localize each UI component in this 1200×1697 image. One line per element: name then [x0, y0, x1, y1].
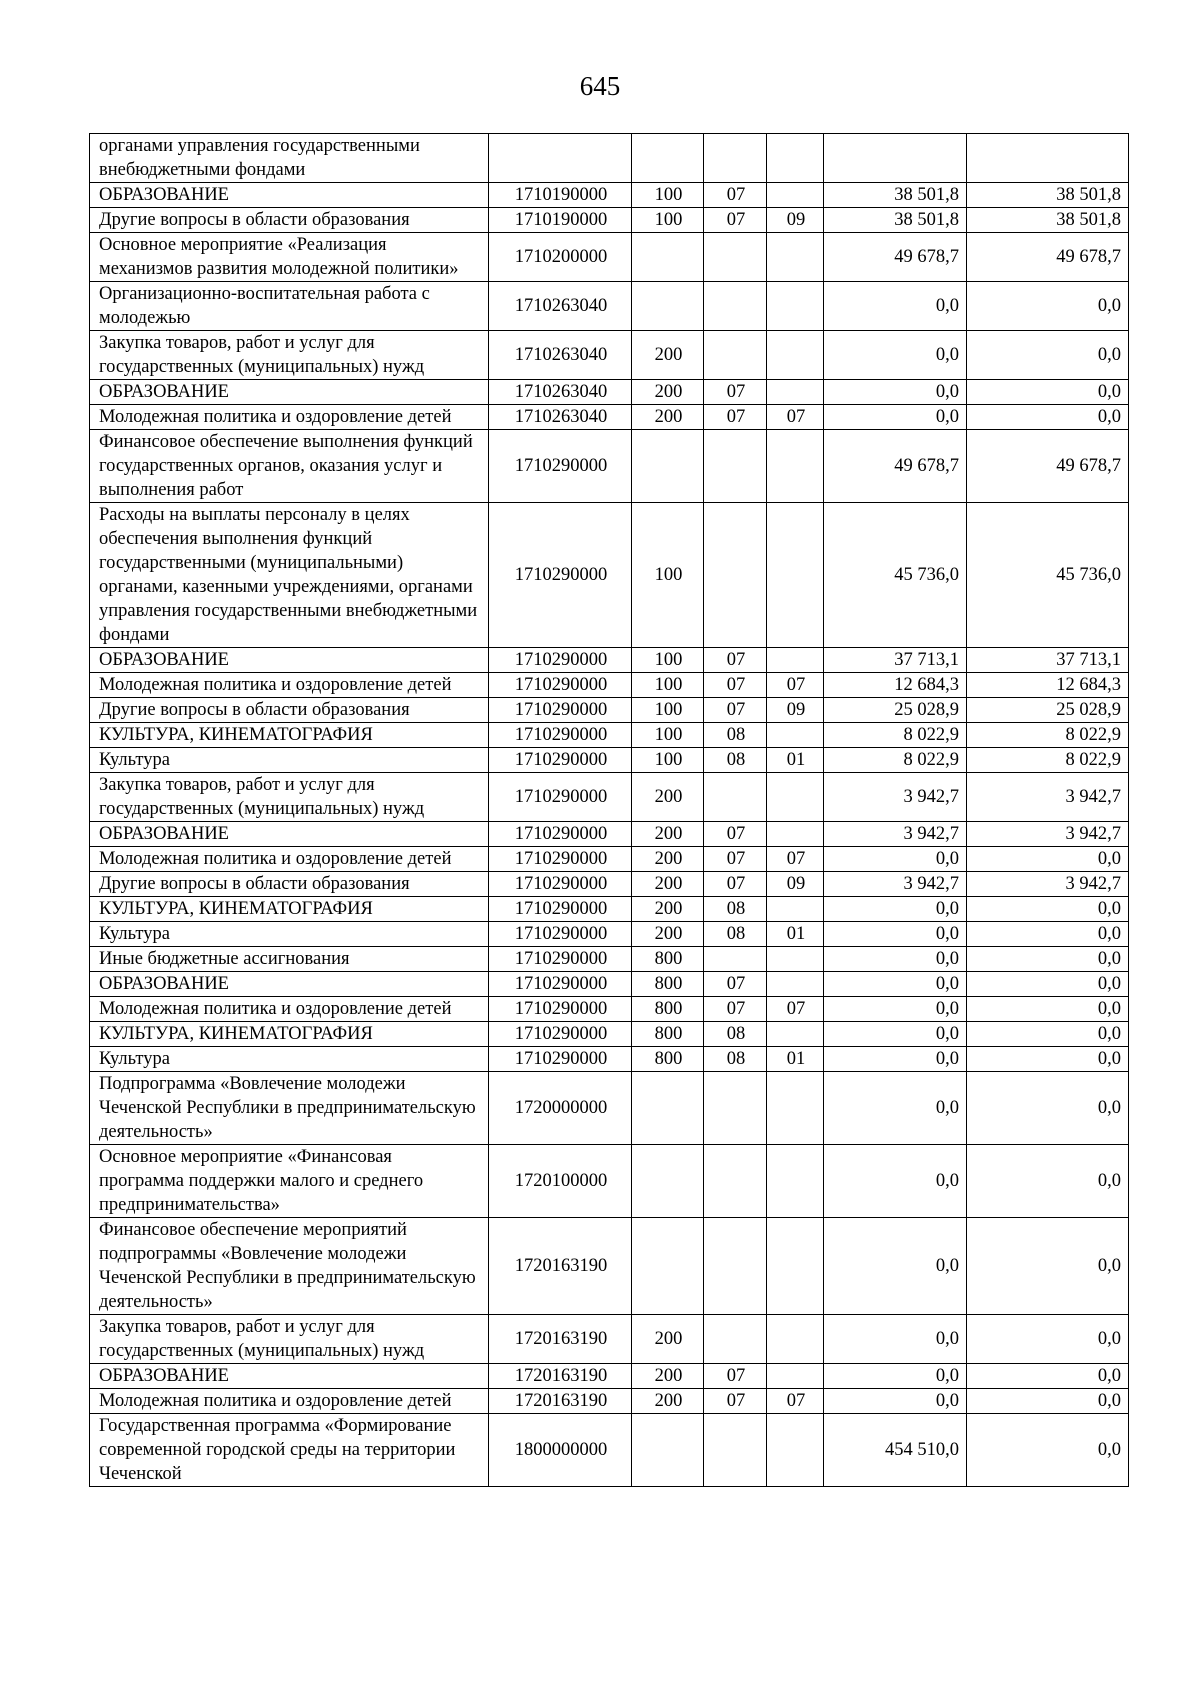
target-code-cell: 1720163190 [489, 1389, 632, 1414]
row-name-cell: ОБРАЗОВАНИЕ [90, 1364, 489, 1389]
expense-type-cell: 800 [632, 997, 704, 1022]
amount-2-cell: 0,0 [967, 1145, 1129, 1218]
section-cell: 07 [704, 872, 767, 897]
section-cell [704, 331, 767, 380]
section-cell: 08 [704, 1047, 767, 1072]
section-cell: 07 [704, 847, 767, 872]
target-code-cell: 1710263040 [489, 380, 632, 405]
row-name-cell: Культура [90, 922, 489, 947]
table-row [90, 673, 1129, 698]
row-name-cell: ОБРАЗОВАНИЕ [90, 648, 489, 673]
table-row [90, 1145, 1129, 1218]
subsection-cell [767, 380, 824, 405]
amount-2-cell: 45 736,0 [967, 503, 1129, 648]
table-row [90, 723, 1129, 748]
table-row [90, 1364, 1129, 1389]
target-code-cell [489, 134, 632, 183]
subsection-cell: 07 [767, 847, 824, 872]
table-row [90, 897, 1129, 922]
row-name-cell: КУЛЬТУРА, КИНЕМАТОГРАФИЯ [90, 723, 489, 748]
section-cell: 08 [704, 897, 767, 922]
amount-1-cell: 454 510,0 [824, 1414, 967, 1487]
target-code-cell: 1710290000 [489, 648, 632, 673]
row-name-cell: Культура [90, 748, 489, 773]
amount-2-cell: 0,0 [967, 331, 1129, 380]
amount-1-cell: 37 713,1 [824, 648, 967, 673]
amount-1-cell: 12 684,3 [824, 673, 967, 698]
amount-1-cell: 0,0 [824, 1315, 967, 1364]
amount-2-cell: 0,0 [967, 847, 1129, 872]
row-name-cell: Основное мероприятие «Финансовая программа поддержки малого и среднего предпринимательства» [90, 1145, 489, 1218]
target-code-cell: 1710290000 [489, 947, 632, 972]
table-row [90, 922, 1129, 947]
target-code-cell: 1720163190 [489, 1218, 632, 1315]
amount-2-cell: 38 501,8 [967, 208, 1129, 233]
amount-1-cell: 0,0 [824, 405, 967, 430]
subsection-cell [767, 1145, 824, 1218]
amount-2-cell: 0,0 [967, 1389, 1129, 1414]
amount-1-cell: 0,0 [824, 1047, 967, 1072]
amount-2-cell: 8 022,9 [967, 723, 1129, 748]
subsection-cell [767, 233, 824, 282]
amount-1-cell: 0,0 [824, 380, 967, 405]
amount-2-cell: 38 501,8 [967, 183, 1129, 208]
subsection-cell: 01 [767, 748, 824, 773]
subsection-cell [767, 972, 824, 997]
subsection-cell [767, 1364, 824, 1389]
subsection-cell [767, 822, 824, 847]
row-name-cell: Молодежная политика и оздоровление детей [90, 673, 489, 698]
amount-1-cell: 0,0 [824, 922, 967, 947]
section-cell [704, 1145, 767, 1218]
subsection-cell [767, 1414, 824, 1487]
subsection-cell: 07 [767, 1389, 824, 1414]
row-name-cell: Организационно-воспитательная работа с молодежью [90, 282, 489, 331]
table-row [90, 503, 1129, 648]
subsection-cell: 09 [767, 208, 824, 233]
expense-type-cell: 200 [632, 897, 704, 922]
row-name-cell: Молодежная политика и оздоровление детей [90, 847, 489, 872]
section-cell [704, 773, 767, 822]
subsection-cell [767, 1315, 824, 1364]
target-code-cell: 1710290000 [489, 997, 632, 1022]
target-code-cell: 1710190000 [489, 183, 632, 208]
target-code-cell: 1710290000 [489, 748, 632, 773]
amount-2-cell: 0,0 [967, 1364, 1129, 1389]
table-row [90, 822, 1129, 847]
target-code-cell: 1710290000 [489, 847, 632, 872]
subsection-cell: 07 [767, 997, 824, 1022]
target-code-cell: 1710290000 [489, 723, 632, 748]
row-name-cell: Молодежная политика и оздоровление детей [90, 405, 489, 430]
amount-2-cell: 0,0 [967, 1022, 1129, 1047]
amount-2-cell: 49 678,7 [967, 233, 1129, 282]
amount-2-cell: 0,0 [967, 1315, 1129, 1364]
target-code-cell: 1710263040 [489, 405, 632, 430]
amount-2-cell: 0,0 [967, 1047, 1129, 1072]
table-row [90, 1315, 1129, 1364]
table-row [90, 1022, 1129, 1047]
row-name-cell: КУЛЬТУРА, КИНЕМАТОГРАФИЯ [90, 897, 489, 922]
amount-1-cell: 3 942,7 [824, 822, 967, 847]
expense-type-cell: 800 [632, 1022, 704, 1047]
section-cell [704, 1315, 767, 1364]
expense-type-cell [632, 1218, 704, 1315]
target-code-cell: 1800000000 [489, 1414, 632, 1487]
expense-type-cell: 800 [632, 947, 704, 972]
target-code-cell: 1710290000 [489, 503, 632, 648]
row-name-cell: Молодежная политика и оздоровление детей [90, 997, 489, 1022]
row-name-cell: ОБРАЗОВАНИЕ [90, 380, 489, 405]
amount-1-cell: 25 028,9 [824, 698, 967, 723]
amount-2-cell: 3 942,7 [967, 822, 1129, 847]
subsection-cell [767, 183, 824, 208]
table-row [90, 972, 1129, 997]
target-code-cell: 1710290000 [489, 972, 632, 997]
table-row [90, 1047, 1129, 1072]
section-cell [704, 233, 767, 282]
table-row [90, 947, 1129, 972]
amount-2-cell: 12 684,3 [967, 673, 1129, 698]
expense-type-cell: 100 [632, 183, 704, 208]
row-name-cell: КУЛЬТУРА, КИНЕМАТОГРАФИЯ [90, 1022, 489, 1047]
table-body [90, 134, 1129, 1487]
section-cell: 07 [704, 648, 767, 673]
table-row [90, 648, 1129, 673]
table-row [90, 847, 1129, 872]
expense-type-cell: 200 [632, 822, 704, 847]
amount-1-cell: 0,0 [824, 972, 967, 997]
table-row [90, 1414, 1129, 1487]
target-code-cell: 1710290000 [489, 922, 632, 947]
subsection-cell [767, 1218, 824, 1315]
expense-type-cell: 200 [632, 872, 704, 897]
amount-1-cell: 8 022,9 [824, 723, 967, 748]
table-row [90, 430, 1129, 503]
expense-type-cell: 200 [632, 1389, 704, 1414]
target-code-cell: 1710263040 [489, 331, 632, 380]
table-row [90, 997, 1129, 1022]
section-cell [704, 1218, 767, 1315]
amount-1-cell: 0,0 [824, 947, 967, 972]
amount-1-cell: 38 501,8 [824, 208, 967, 233]
table-row [90, 1218, 1129, 1315]
amount-1-cell: 0,0 [824, 282, 967, 331]
section-cell [704, 503, 767, 648]
section-cell: 07 [704, 673, 767, 698]
table-row [90, 282, 1129, 331]
subsection-cell [767, 503, 824, 648]
target-code-cell: 1710290000 [489, 673, 632, 698]
expense-type-cell [632, 1414, 704, 1487]
subsection-cell [767, 430, 824, 503]
budget-table [89, 133, 1129, 1487]
row-name-cell: ОБРАЗОВАНИЕ [90, 972, 489, 997]
amount-2-cell: 0,0 [967, 380, 1129, 405]
table-row [90, 1389, 1129, 1414]
table-row [90, 208, 1129, 233]
expense-type-cell [632, 282, 704, 331]
amount-1-cell: 49 678,7 [824, 233, 967, 282]
table-row [90, 331, 1129, 380]
subsection-cell: 01 [767, 922, 824, 947]
target-code-cell: 1720000000 [489, 1072, 632, 1145]
expense-type-cell: 100 [632, 723, 704, 748]
subsection-cell [767, 947, 824, 972]
section-cell: 07 [704, 183, 767, 208]
target-code-cell: 1710190000 [489, 208, 632, 233]
amount-2-cell: 0,0 [967, 947, 1129, 972]
row-name-cell: Закупка товаров, работ и услуг для государственных (муниципальных) нужд [90, 331, 489, 380]
expense-type-cell: 100 [632, 648, 704, 673]
page-number: 645 [579, 71, 621, 101]
target-code-cell: 1720163190 [489, 1315, 632, 1364]
subsection-cell: 07 [767, 673, 824, 698]
expense-type-cell: 100 [632, 208, 704, 233]
expense-type-cell: 100 [632, 673, 704, 698]
amount-1-cell: 38 501,8 [824, 183, 967, 208]
target-code-cell: 1710290000 [489, 1022, 632, 1047]
subsection-cell [767, 723, 824, 748]
section-cell: 07 [704, 822, 767, 847]
section-cell: 07 [704, 1364, 767, 1389]
section-cell: 07 [704, 380, 767, 405]
subsection-cell [767, 897, 824, 922]
expense-type-cell: 200 [632, 847, 704, 872]
amount-1-cell: 49 678,7 [824, 430, 967, 503]
amount-1-cell: 0,0 [824, 1022, 967, 1047]
target-code-cell: 1710290000 [489, 698, 632, 723]
subsection-cell [767, 1072, 824, 1145]
subsection-cell: 09 [767, 698, 824, 723]
table-row [90, 748, 1129, 773]
section-cell [704, 1072, 767, 1145]
section-cell [704, 1414, 767, 1487]
section-cell [704, 430, 767, 503]
target-code-cell: 1720163190 [489, 1364, 632, 1389]
amount-2-cell: 0,0 [967, 282, 1129, 331]
section-cell: 07 [704, 698, 767, 723]
target-code-cell: 1710290000 [489, 1047, 632, 1072]
section-cell: 08 [704, 1022, 767, 1047]
amount-1-cell: 8 022,9 [824, 748, 967, 773]
target-code-cell: 1720100000 [489, 1145, 632, 1218]
target-code-cell: 1710290000 [489, 872, 632, 897]
section-cell [704, 134, 767, 183]
row-name-cell: Иные бюджетные ассигнования [90, 947, 489, 972]
amount-1-cell: 0,0 [824, 1389, 967, 1414]
expense-type-cell [632, 430, 704, 503]
amount-2-cell: 0,0 [967, 997, 1129, 1022]
amount-2-cell: 0,0 [967, 1072, 1129, 1145]
row-name-cell: Культура [90, 1047, 489, 1072]
target-code-cell: 1710200000 [489, 233, 632, 282]
section-cell: 07 [704, 1389, 767, 1414]
subsection-cell [767, 773, 824, 822]
expense-type-cell [632, 134, 704, 183]
amount-1-cell: 0,0 [824, 331, 967, 380]
table-row [90, 405, 1129, 430]
expense-type-cell: 200 [632, 1364, 704, 1389]
amount-2-cell: 0,0 [967, 922, 1129, 947]
amount-2-cell: 25 028,9 [967, 698, 1129, 723]
amount-2-cell: 0,0 [967, 405, 1129, 430]
amount-1-cell [824, 134, 967, 183]
amount-2-cell: 37 713,1 [967, 648, 1129, 673]
expense-type-cell: 100 [632, 503, 704, 648]
expense-type-cell: 800 [632, 972, 704, 997]
row-name-cell: Закупка товаров, работ и услуг для государственных (муниципальных) нужд [90, 773, 489, 822]
subsection-cell: 09 [767, 872, 824, 897]
row-name-cell: Молодежная политика и оздоровление детей [90, 1389, 489, 1414]
subsection-cell [767, 134, 824, 183]
amount-2-cell [967, 134, 1129, 183]
expense-type-cell [632, 233, 704, 282]
row-name-cell: органами управления государственными внебюджетными фондами [90, 134, 489, 183]
row-name-cell: Подпрограмма «Вовлечение молодежи Чеченской Республики в предпринимательскую деятельность» [90, 1072, 489, 1145]
table-row [90, 698, 1129, 723]
section-cell: 08 [704, 922, 767, 947]
target-code-cell: 1710290000 [489, 822, 632, 847]
expense-type-cell: 200 [632, 331, 704, 380]
amount-1-cell: 0,0 [824, 1218, 967, 1315]
section-cell: 07 [704, 972, 767, 997]
table-row [90, 183, 1129, 208]
expense-type-cell: 800 [632, 1047, 704, 1072]
amount-1-cell: 0,0 [824, 1364, 967, 1389]
amount-2-cell: 0,0 [967, 1414, 1129, 1487]
target-code-cell: 1710263040 [489, 282, 632, 331]
expense-type-cell: 100 [632, 698, 704, 723]
amount-1-cell: 0,0 [824, 847, 967, 872]
table-row [90, 872, 1129, 897]
amount-2-cell: 8 022,9 [967, 748, 1129, 773]
expense-type-cell: 200 [632, 773, 704, 822]
row-name-cell: Другие вопросы в области образования [90, 208, 489, 233]
expense-type-cell [632, 1072, 704, 1145]
amount-1-cell: 0,0 [824, 1145, 967, 1218]
table-row [90, 233, 1129, 282]
section-cell [704, 947, 767, 972]
amount-2-cell: 0,0 [967, 897, 1129, 922]
subsection-cell: 01 [767, 1047, 824, 1072]
section-cell: 08 [704, 723, 767, 748]
expense-type-cell: 200 [632, 922, 704, 947]
amount-1-cell: 0,0 [824, 897, 967, 922]
amount-2-cell: 3 942,7 [967, 773, 1129, 822]
table-row [90, 773, 1129, 822]
target-code-cell: 1710290000 [489, 773, 632, 822]
row-name-cell: Другие вопросы в области образования [90, 698, 489, 723]
row-name-cell: Государственная программа «Формирование современной городской среды на территории Чеченской [90, 1414, 489, 1487]
row-name-cell: Расходы на выплаты персоналу в целях обеспечения выполнения функций государственными (муниципальными) органами, казенными учреждениями, органами управления государственными внебюджетными фондами [90, 503, 489, 648]
amount-1-cell: 45 736,0 [824, 503, 967, 648]
expense-type-cell: 100 [632, 748, 704, 773]
target-code-cell: 1710290000 [489, 897, 632, 922]
subsection-cell [767, 648, 824, 673]
amount-1-cell: 0,0 [824, 997, 967, 1022]
section-cell [704, 282, 767, 331]
amount-2-cell: 3 942,7 [967, 872, 1129, 897]
expense-type-cell: 200 [632, 380, 704, 405]
amount-2-cell: 0,0 [967, 972, 1129, 997]
subsection-cell: 07 [767, 405, 824, 430]
target-code-cell: 1710290000 [489, 430, 632, 503]
row-name-cell: Закупка товаров, работ и услуг для государственных (муниципальных) нужд [90, 1315, 489, 1364]
section-cell: 07 [704, 405, 767, 430]
expense-type-cell [632, 1145, 704, 1218]
section-cell: 07 [704, 208, 767, 233]
subsection-cell [767, 1022, 824, 1047]
subsection-cell [767, 331, 824, 380]
amount-2-cell: 49 678,7 [967, 430, 1129, 503]
amount-1-cell: 3 942,7 [824, 872, 967, 897]
row-name-cell: Финансовое обеспечение мероприятий подпрограммы «Вовлечение молодежи Чеченской Республики в предпринимательскую деятельность» [90, 1218, 489, 1315]
table-row [90, 1072, 1129, 1145]
subsection-cell [767, 282, 824, 331]
expense-type-cell: 200 [632, 1315, 704, 1364]
row-name-cell: Финансовое обеспечение выполнения функций государственных органов, оказания услуг и выполнения работ [90, 430, 489, 503]
section-cell: 08 [704, 748, 767, 773]
table-row [90, 380, 1129, 405]
row-name-cell: Основное мероприятие «Реализация механизмов развития молодежной политики» [90, 233, 489, 282]
amount-1-cell: 3 942,7 [824, 773, 967, 822]
amount-2-cell: 0,0 [967, 1218, 1129, 1315]
section-cell: 07 [704, 997, 767, 1022]
amount-1-cell: 0,0 [824, 1072, 967, 1145]
expense-type-cell: 200 [632, 405, 704, 430]
row-name-cell: ОБРАЗОВАНИЕ [90, 822, 489, 847]
row-name-cell: ОБРАЗОВАНИЕ [90, 183, 489, 208]
table-row [90, 134, 1129, 183]
row-name-cell: Другие вопросы в области образования [90, 872, 489, 897]
